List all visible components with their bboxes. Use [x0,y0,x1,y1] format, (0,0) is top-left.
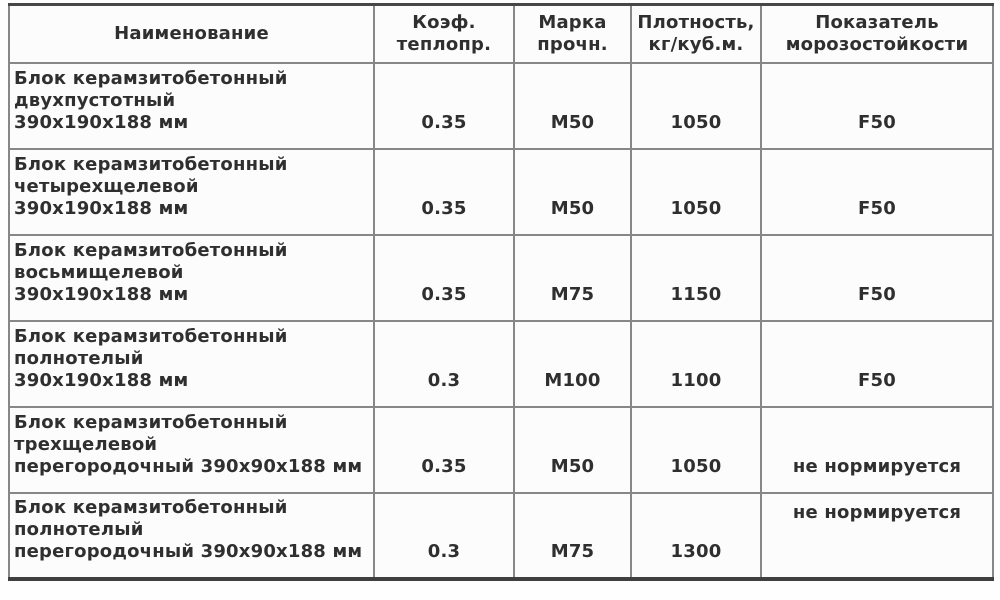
cell-density: 1150 [631,235,761,321]
cell-thermal-coef: 0.3 [374,321,514,407]
blocks-spec-table [8,3,994,581]
cell-strength-grade: М100 [514,321,631,407]
cell-thermal-coef: 0.35 [374,149,514,235]
col-header-thermal-coef [374,5,514,63]
cell-density: 1050 [631,407,761,493]
cell-thermal-coef: 0.3 [374,493,514,579]
cell-name [9,493,374,579]
cell-strength-grade: М75 [514,235,631,321]
table-row [9,235,993,321]
header-line: кг/куб.м. [648,33,744,55]
cell-name [9,149,374,235]
cell-strength-grade: М50 [514,407,631,493]
table-row [9,407,993,493]
name-line: трехщелевой [14,433,158,455]
cell-strength-grade: М75 [514,493,631,579]
name-line: полнотелый [14,347,144,369]
name-line: перегородочный 390х90х188 мм [14,455,363,477]
cell-thermal-coef: 0.35 [374,235,514,321]
cell-name [9,321,374,407]
cell-strength-grade: М50 [514,63,631,149]
cell-density: 1100 [631,321,761,407]
cell-frost-resistance: F50 [761,63,993,149]
col-header-frost-resistance [761,5,993,63]
cell-thermal-coef: 0.35 [374,407,514,493]
cell-name [9,63,374,149]
name-line: Блок керамзитобетонный [14,239,288,261]
cell-frost-resistance: не нормируется [761,407,993,493]
header-line: Показатель [815,11,939,33]
name-line: Блок керамзитобетонный [14,153,288,175]
name-line: перегородочный 390х90х188 мм [14,540,363,562]
header-line: прочн. [537,33,608,55]
header-line: Марка [538,11,607,33]
header-line: Наименование [114,22,269,44]
col-header-strength-grade [514,5,631,63]
name-line: 390х190х188 мм [14,111,189,133]
cell-frost-resistance: F50 [761,149,993,235]
table-row [9,493,993,579]
cell-name [9,407,374,493]
col-header-density [631,5,761,63]
cell-density: 1050 [631,149,761,235]
cell-density: 1050 [631,63,761,149]
table-row [9,149,993,235]
name-line: 390х190х188 мм [14,283,189,305]
cell-thermal-coef: 0.35 [374,63,514,149]
name-line: двухпустотный [14,89,176,111]
name-line: 390х190х188 мм [14,197,189,219]
table-row [9,321,993,407]
header-line: Коэф. [412,11,476,33]
col-header-name [9,5,374,63]
name-line: Блок керамзитобетонный [14,67,288,89]
header-line: морозостойкости [785,33,969,55]
name-line: Блок керамзитобетонный [14,496,288,518]
cell-strength-grade: М50 [514,149,631,235]
cell-frost-resistance: не нормируется [761,493,993,579]
cell-frost-resistance: F50 [761,321,993,407]
name-line: четырехщелевой [14,175,199,197]
name-line: Блок керамзитобетонный [14,411,288,433]
cell-density: 1300 [631,493,761,579]
header-line: теплопр. [396,33,492,55]
name-line: Блок керамзитобетонный [14,325,288,347]
header-line: Плотность, [637,11,755,33]
header-row [9,5,993,63]
name-line: полнотелый [14,518,144,540]
name-line: восьмищелевой [14,261,184,283]
cell-frost-resistance: F50 [761,235,993,321]
table-row [9,63,993,149]
cell-name [9,235,374,321]
name-line: 390х190х188 мм [14,369,189,391]
